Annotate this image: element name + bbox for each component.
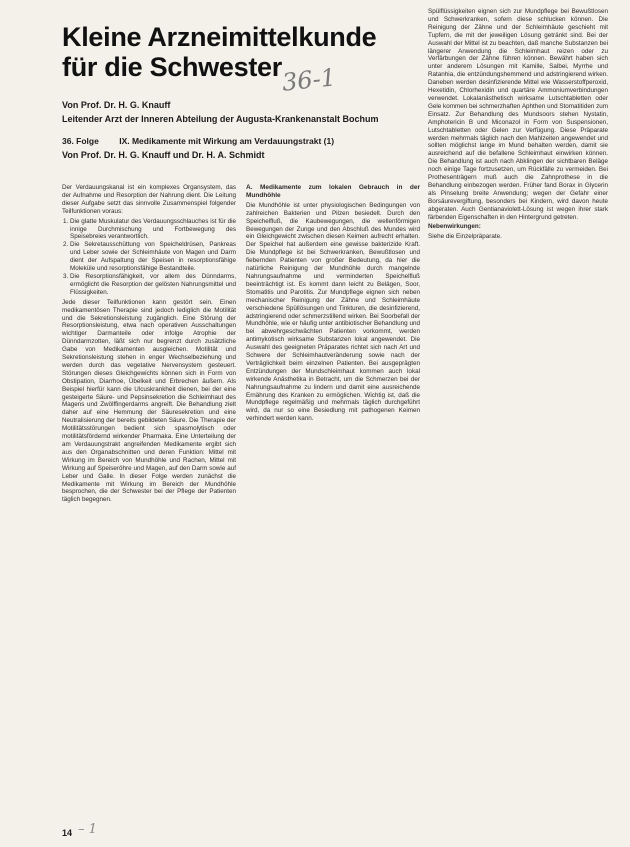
page-number: 14 [62, 828, 73, 838]
list-item: 2. Die Sekretausschüttung von Speicheldrüsen, Pankreas und Leber sowie der Schleimhäute von Magen und Darm dient der Aufspaltung der Speisen in resorptionsfähige Moleküle und resorptionsfähige Bestandteile. [70, 241, 236, 273]
author-line: Von Prof. Dr. H. G. Knauff [62, 100, 171, 110]
handwritten-note: 36-1 [280, 63, 338, 97]
series-title: IX. Medikamente mit Wirkung am Verdauungstrakt (1) [119, 136, 335, 146]
side-effects-heading: Nebenwirkungen: [428, 223, 481, 231]
side-effects-text: Siehe die Einzelpräparate. [428, 233, 502, 241]
series-line [62, 136, 352, 146]
page-title: Kleine Arzneimittelkunde für die Schwester [62, 22, 377, 82]
intro-paragraph: Der Verdauungskanal ist ein komplexes Organsystem, das der Aufnahme und Resorption der Nahrung dient. Die Leitung dieser Aufgabe setzt das sinnvolle Zusammenspiel folgender Teilfunktionen voraus: [62, 184, 236, 215]
function-list [62, 218, 236, 297]
handwritten-page-mark: – 1 [78, 822, 97, 837]
text-column-1 [62, 184, 236, 506]
section-heading: A. Medikamente zum lokalen Gebrauch in der Mundhöhle [246, 184, 420, 199]
text-column-3 [428, 8, 608, 243]
list-item: 3. Die Resorptionsfähigkeit, vor allem des Dünndarms, ermöglicht die Resorption der gelösten Nahrungsmittel und Flüssigkeiten. [70, 273, 236, 297]
series-number: 36. Folge [62, 136, 99, 146]
body-paragraph: Jede dieser Teilfunktionen kann gestört sein. Einen medikamentösen Therapie sind jedoch lediglich die Motilität und die Sekretionsleistung zugänglich. Eine Störung der Resorptionsleistung, etwa nach operativen Ausschaltungen wichtiger Darmanteile oder infolge Atrophie der Dünndarmzotten, läßt sich nur begrenzt durch zusätzliche Gabe von Medikamenten ausgleichen. Motilität und Sekretionsleistung stehen in enger Wechselbeziehung und werden durch das vegetative Nervensystem gesteuert. Störungen dieses Gleichgewichts können sich in Form von Obstipation, Diarrhoe, Übelkeit und Erbrechen äußern. Als Beispiel hierfür kann die Ulcuskrankheit dienen, bei der eine gesteigerte Säure- und Pepsinsekretion die Schleimhaut des Magens und Zwölffingerdarms angreift. Die Behandlung zielt daher auf eine Hemmung der Säuresekretion und eine Neutralisierung der bereits gebildeten Säure. Die Therapie der Motilitätsstörungen bedient sich spasmolytisch oder motilitätsfördernd wirkender Pharmaka. Eine Unterteilung der am Verdauungstrakt angreifenden Medikamente ergibt sich aus den Organabschnitten und deren Funktion: Mittel mit Wirkung im Bereich von Mundhöhle und Rachen, Mittel mit Wirkung auf Speiseröhre und Magen, auf den Darm sowie auf Leber und Galle. In dieser Folge werden zunächst die Medikamente mit Wirkung im Bereich der Mundhöhle besprochen, die der Schwester bei der Pflege der Patienten täglich begegnen. [62, 298, 236, 504]
list-item: 1. Die glatte Muskulatur des Verdauungsschlauches ist für die innige Durchmischung und Fortbewegung des Speisebreies verantwortlich. [70, 218, 236, 242]
body-paragraph: Die Mundhöhle ist unter physiologischen Bedingungen von zahlreichen Bakterien und Pilzen besiedelt. Durch den Speichelfluß, die Kaubewegungen, die wellenförmigen Bewegungen der Zunge und den Abschluß des Mundes wird ein Gleichgewicht zwischen diesen Keimen aufrecht erhalten. Der Speichel hat außerdem eine gewisse bakterizide Kraft. Die Mundpflege ist bei Schwerkranken, Bewußtlosen und fiebernden Patienten von großer Bedeutung, da hier die natürliche Reinigung der Mundhöhle durch mangelnde Nahrungsaufnahme und verminderten Speichelfluß beeinträchtigt ist. Es kommt dann leicht zu Belägen, Soor, Stomatitis und Parotitis. Zur Mundpflege eignen sich neben mechanischer Reinigung der Zähne und Schleimhäute verschiedene Spüllösungen und Tinkturen, die desinfizierend, adstringierend oder schmerzstillend wirken. Bei Soorbefall der Mundhöhle, wie er häufig unter antibiotischer Behandlung und bei abwehrgeschwächten Patienten vorkommt, werden antimykotisch wirksame Substanzen lokal angewendet. Die Auswahl des geeigneten Präparates richtet sich nach Art und Schwere der Schleimhautveränderung sowie nach der Verträglichkeit beim einzelnen Patienten. Bei ausgeprägten Entzündungen der Mundschleimhaut kommen auch lokal wirkende Anästhetika in Betracht, um die Schmerzen bei der Nahrungsaufnahme zu lindern und damit eine ausreichende Ernährung des Kranken zu ermöglichen. Wichtig ist, daß die Mundpflege regelmäßig und mehrmals täglich durchgeführt wird, da nur so eine Besiedlung mit pathogenen Keimen verhindert werden kann. [246, 201, 420, 423]
text-column-2 [246, 184, 420, 425]
body-paragraph: Spülflüssigkeiten eignen sich zur Mundpflege bei Bewußtlosen und Schwerkranken, sofern diese schlucken können. Die Reinigung der Zähne und der Schleimhäute geschieht mit Tupfern, die mit der jeweiligen Lösung getränkt sind. Bei der Auswahl der Mittel ist zu beachten, daß manche Substanzen bei längerer Anwendung die Schleimhaut reizen oder zu Verfärbungen der Zähne führen können. Bewährt haben sich unter anderem Lösungen mit Kamille, Salbei, Myrrhe und Ratanhia, die entzündungshemmend und adstringierend wirken. Daneben werden desinfizierende Mittel wie Wasserstoffperoxid, Hexetidin, Chlorhexidin und quartäre Ammoniumverbindungen verwendet. Lokalanästhetisch wirksame Lutschtabletten oder Gele kommen bei schmerzhaften Aphthen und Stomatitiden zum Einsatz. Zur Behandlung des Mundsoors stehen Nystatin, Amphotericin B und Miconazol in Form von Suspensionen, Lutschtabletten oder Gelen zur Verfügung. Diese Präparate werden mehrmals täglich nach den Mahlzeiten angewendet und sollten möglichst lange im Mund behalten werden, damit sie ausreichend auf die befallene Schleimhaut einwirken können. Die Behandlung ist auch nach Abklingen der sichtbaren Beläge noch einige Tage fortzusetzen, um Rückfälle zu vermeiden. Bei Prothesenträgern muß auch die Zahnprothese in die Behandlung einbezogen werden. Früher fand Borax in Glycerin als Pinselung breite Anwendung; wegen der Gefahr einer Borsäurevergiftung, besonders bei Kindern, wird davon heute abgeraten. Auch Gentianaviolett-Lösung ist wegen ihrer stark färbenden Eigenschaften in den Hintergrund getreten. [428, 8, 608, 221]
author-affiliation: Leitender Arzt der Inneren Abteilung der Augusta-Krankenanstalt Bochum [62, 114, 379, 124]
section-authors: Von Prof. Dr. H. G. Knauff und Dr. H. A. Schmidt [62, 150, 265, 160]
